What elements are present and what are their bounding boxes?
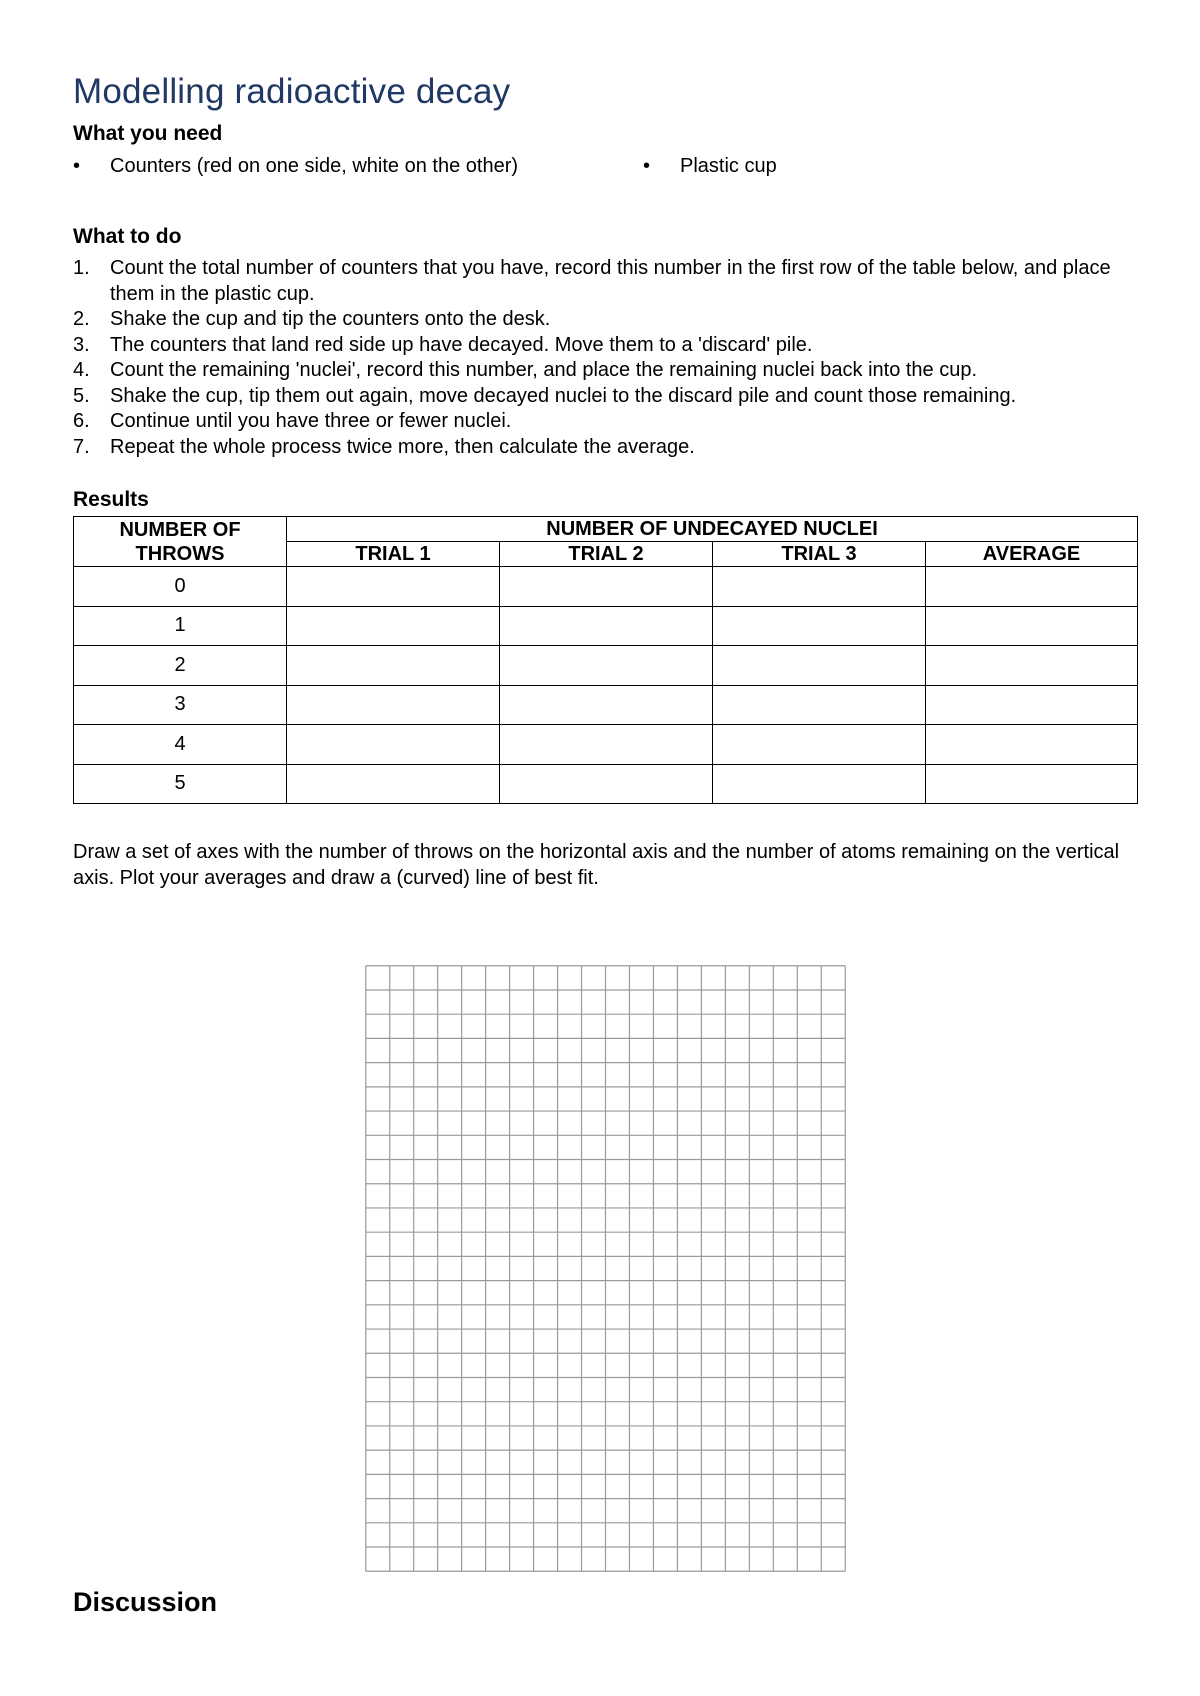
step-text: Repeat the whole process twice more, then calculate the average. (110, 435, 695, 458)
table-row (74, 606, 1138, 646)
step-text: Shake the cup, tip them out again, move decayed nuclei to the discard pile and count those remaining. (110, 384, 1017, 407)
step-text: Count the remaining 'nuclei', record this number, and place the remaining nuclei back into the cup. (110, 359, 978, 381)
table-row (74, 646, 1138, 686)
trial-1-cell[interactable] (287, 646, 500, 686)
step-number: 7. (73, 435, 90, 458)
step-text: Continue until you have three or fewer nuclei. (110, 410, 512, 432)
trial-1-cell[interactable] (287, 606, 500, 646)
what-to-do-heading: What to do (73, 225, 182, 248)
step-text: The counters that land red side up have decayed. Move them to a 'discard' pile. (110, 333, 813, 356)
trial-3-cell[interactable] (713, 567, 926, 607)
material-counters: Counters (red on one side, white on the other) (110, 155, 519, 177)
throws-cell: 1 (74, 606, 287, 646)
step-number: 5. (73, 384, 90, 407)
throws-cell: 0 (74, 567, 287, 607)
col-header-trial-2: TRIAL 2 (500, 542, 713, 567)
trial-2-cell[interactable] (500, 764, 713, 804)
step-number: 2. (73, 308, 90, 330)
trial-2-cell[interactable] (500, 685, 713, 725)
list-item (73, 384, 1143, 410)
list-item (73, 358, 1143, 384)
col-header-throws: NUMBER OF THROWS (74, 517, 287, 567)
trial-3-cell[interactable] (713, 685, 926, 725)
average-cell[interactable] (926, 725, 1138, 765)
graph-paper[interactable] (365, 965, 846, 1572)
step-number: 3. (73, 333, 90, 356)
bullet-icon: • (73, 155, 81, 177)
table-row (74, 764, 1138, 804)
trial-2-cell[interactable] (500, 567, 713, 607)
list-item (73, 435, 1143, 461)
throws-cell: 2 (74, 646, 287, 686)
list-item (73, 333, 1143, 359)
trial-1-cell[interactable] (287, 725, 500, 765)
average-cell[interactable] (926, 764, 1138, 804)
material-cup: Plastic cup (680, 155, 777, 177)
col-header-average: AVERAGE (926, 542, 1138, 567)
what-you-need-heading: What you need (73, 122, 223, 145)
col-header-trial-1: TRIAL 1 (287, 542, 500, 567)
table-row (74, 685, 1138, 725)
list-item (73, 307, 1143, 333)
table-row (74, 725, 1138, 765)
average-cell[interactable] (926, 606, 1138, 646)
procedure-steps (73, 256, 1143, 460)
step-number: 1. (73, 257, 90, 279)
results-heading: Results (73, 488, 149, 511)
trial-3-cell[interactable] (713, 764, 926, 804)
average-cell[interactable] (926, 685, 1138, 725)
list-item (73, 409, 1143, 435)
trial-1-cell[interactable] (287, 764, 500, 804)
throws-cell: 3 (74, 685, 287, 725)
average-cell[interactable] (926, 646, 1138, 686)
throws-cell: 5 (74, 764, 287, 804)
trial-2-cell[interactable] (500, 646, 713, 686)
graph-instructions: Draw a set of axes with the number of throws on the horizontal axis and the number of atoms remaining on the vertical axis. Plot your averages and draw a (curved) line of best fit. (73, 841, 1120, 889)
trial-2-cell[interactable] (500, 725, 713, 765)
trial-1-cell[interactable] (287, 685, 500, 725)
trial-3-cell[interactable] (713, 725, 926, 765)
page-title: Modelling radioactive decay (73, 72, 511, 111)
trial-1-cell[interactable] (287, 567, 500, 607)
group-header-undecayed: NUMBER OF UNDECAYED NUCLEI (287, 517, 1138, 542)
throws-cell: 4 (74, 725, 287, 765)
discussion-heading: Discussion (73, 1587, 218, 1617)
graph-grid (365, 965, 846, 1572)
step-text: Shake the cup and tip the counters onto the desk. (110, 308, 551, 330)
trial-2-cell[interactable] (500, 606, 713, 646)
list-item (73, 256, 1143, 307)
results-table (73, 516, 1138, 804)
step-number: 6. (73, 410, 90, 432)
average-cell[interactable] (926, 567, 1138, 607)
table-row (74, 567, 1138, 607)
trial-3-cell[interactable] (713, 646, 926, 686)
step-number: 4. (73, 359, 90, 381)
materials-list (73, 155, 1133, 181)
col-header-trial-3: TRIAL 3 (713, 542, 926, 567)
step-text: Count the total number of counters that you have, record this number in the first row of the table below, and place them in the plastic cup. (110, 257, 1111, 305)
trial-3-cell[interactable] (713, 606, 926, 646)
bullet-icon: • (643, 155, 651, 177)
